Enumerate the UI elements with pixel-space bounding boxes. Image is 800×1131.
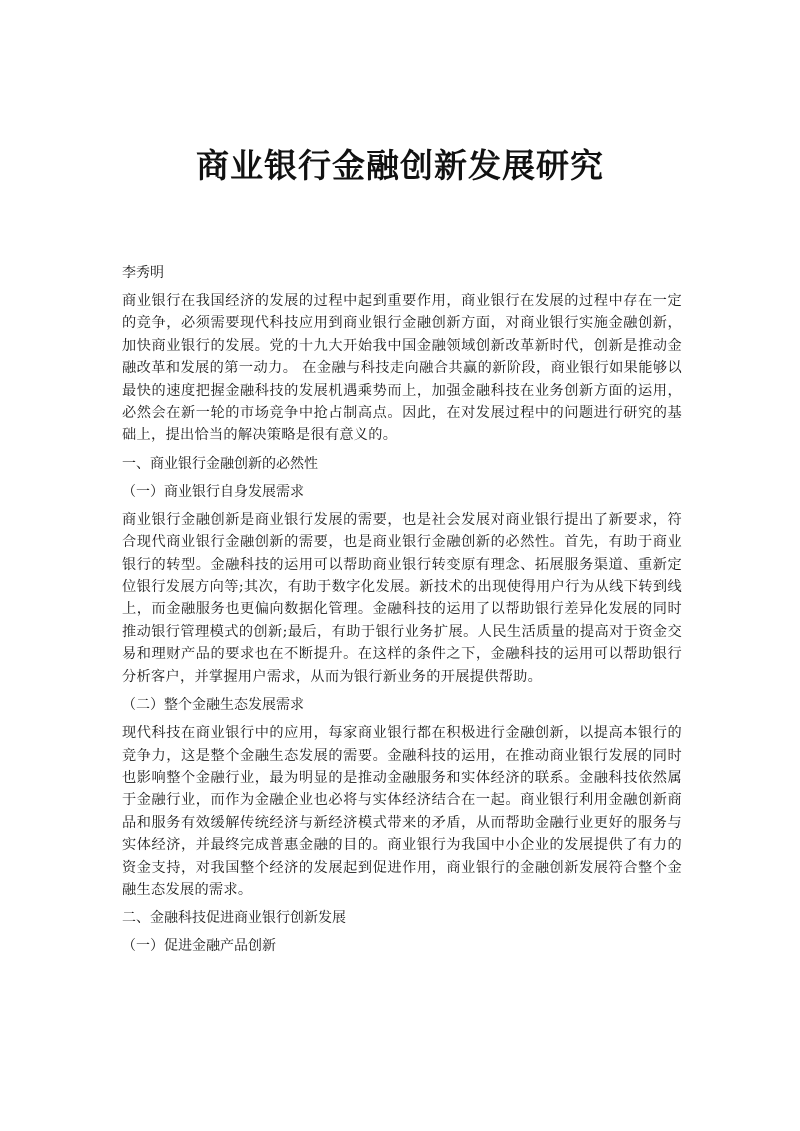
- subsection-heading-1-1: （一）商业银行自身发展需求: [122, 483, 304, 500]
- subsection-heading-1-2: （二）整个金融生态发展需求: [122, 697, 304, 714]
- section-heading-1: 一、商业银行金融创新的必然性: [122, 455, 318, 472]
- document-body: [122, 262, 682, 963]
- subsection-heading-2-1: （一）促进金融产品创新: [122, 938, 276, 955]
- abstract-paragraph: 商业银行在我国经济的发展的过程中起到重要作用，商业银行在发展的过程中存在一定的竞争，必须需要现代科技应用到商业银行金融创新方面，对商业银行实施金融创新，加快商业银行的发展。党的十九大开始我中国金融领域创新改革新时代，创新是推动金融改革和发展的第一动力。 在金融与科技走向融合共赢的新阶段，商业银行如果能够以最快的速度把握金融科技的发展机遇乘势而上，加强金融科技在业务创新方面的运用，必然会在新一轮的市场竞争中抢占制高点。因此，在对发展过程中的问题进行研究的基础上，提出恰当的解决策略是很有意义的。: [122, 293, 682, 444]
- paragraph-1-1: 商业银行金融创新是商业银行发展的需要，也是社会发展对商业银行提出了新要求，符合现代商业银行金融创新的需要，也是商业银行金融创新的必然性。首先，有助于商业银行的转型。金融科技的运用可以帮助商业银行转变原有理念、拓展服务渠道、重新定位银行发展方向等;其次，有助于数字化发展。新技术的出现使得用户行为从线下转到线上，而金融服务也更偏向数据化管理。金融科技的运用了以帮助银行差异化发展的同时推动银行管理模式的创新;最后，有助于银行业务扩展。人民生活质量的提高对于资金交易和理财产品的要求也在不断提升。在这样的条件之下，金融科技的运用可以帮助银行分析客户，并掌握用户需求，从而为银行新业务的开展提供帮助。: [122, 511, 682, 685]
- section-heading-2: 二、金融科技促进商业银行创新发展: [122, 910, 346, 927]
- author-name: 李秀明: [122, 265, 164, 281]
- document-title: 商业银行金融创新发展研究: [196, 146, 604, 185]
- paragraph-1-2: 现代科技在商业银行中的应用，每家商业银行都在积极进行金融创新，以提高本银行的竞争力，这是整个金融生态发展的需要。金融科技的运用，在推动商业银行发展的同时也影响整个金融行业，最为明显的是推动金融服务和实体经济的联系。金融科技依然属于金融行业，而作为金融企业也必将与实体经济结合在一起。商业银行利用金融创新商品和服务有效缓解传统经济与新经济模式带来的矛盾，从而帮助金融行业更好的服务与实体经济，并最终完成普惠金融的目的。商业银行为我国中小企业的发展提供了有力的资金支持，对我国整个经济的发展起到促进作用，商业银行的金融创新发展符合整个金融生态发展的需求。: [122, 725, 682, 898]
